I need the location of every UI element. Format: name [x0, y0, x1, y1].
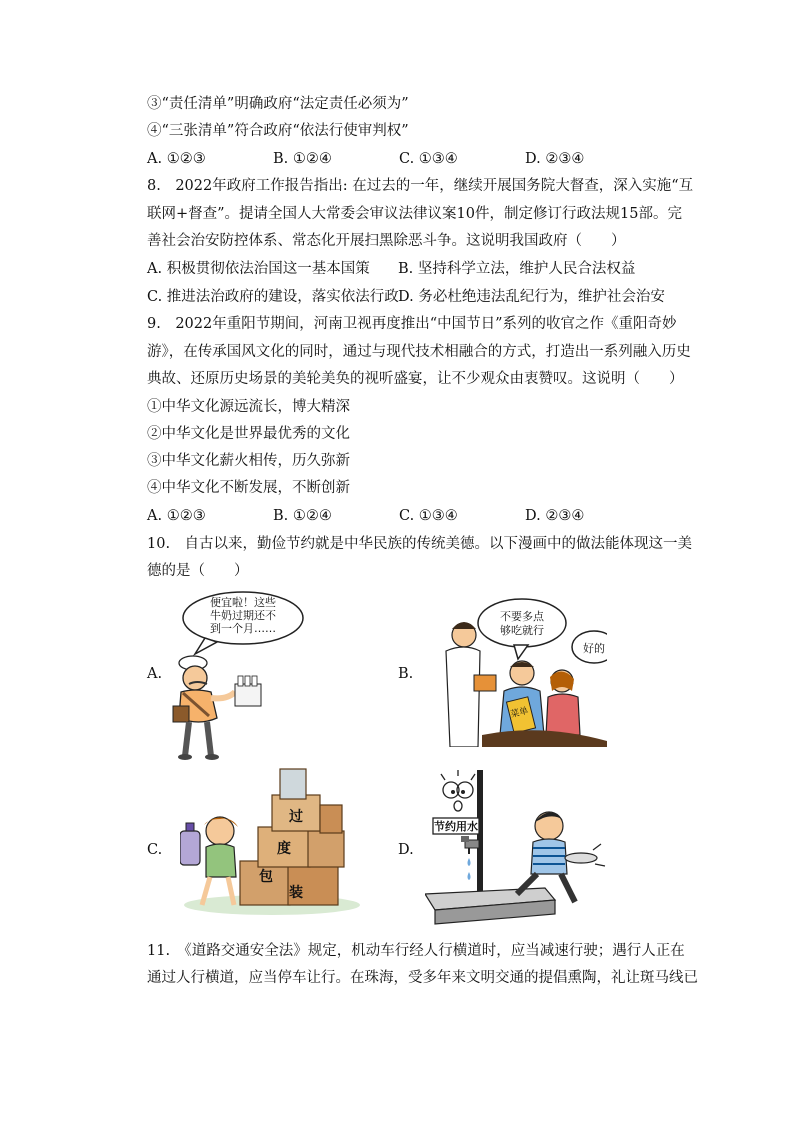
q11-stem-line-2: 通过人行横道，应当停车让行。在珠海，受多年来文明交通的提倡熏陶，礼让斑马线已 [147, 970, 698, 986]
q9-item-4: ④中华文化不断发展，不断创新 [147, 480, 350, 496]
q10-stem-line-1: 10. 自古以来，勤俭节约就是中华民族的传统美德。以下漫画中的做法能体现这一美 [147, 536, 693, 552]
bubble-text: 够吃就行 [500, 624, 544, 637]
faucet-icon [461, 836, 479, 854]
q9-option-a: A. ①②③ [147, 508, 206, 524]
speech-bubble [478, 599, 566, 647]
q9-option-c: C. ①③④ [399, 508, 458, 524]
q9-item-1: ①中华文化源远流长，博大精深 [147, 399, 350, 415]
sign-text: 节约用水 [434, 820, 478, 833]
q9-option-b: B. ①②④ [273, 508, 332, 524]
menu-text: 菜单 [509, 706, 530, 721]
comic-a-milk-seller [165, 588, 315, 760]
q9-item-2: ②中华文化是世界最优秀的文化 [147, 426, 350, 442]
q8-stem-line-2: 联网+督查”。提请全国人大常委会审议法律议案10件，制定修订行政法规15部。完 [147, 206, 682, 222]
q8-stem-line-1: 8. 2022年政府工作报告指出: 在过去的一年，继续开展国务院大督查，深入实施“互 [147, 178, 694, 194]
q9-stem-line-3: 典故、还原历史场景的美轮美奂的视听盛宴，让不少观众由衷赞叹。这说明（ ） [147, 371, 684, 387]
bubble-text: 到一个月…… [210, 622, 276, 635]
comic-label-a: A. [147, 666, 163, 682]
bubble-text: 便宜啦！这些 [210, 596, 276, 609]
comic-b-restaurant-ordering [422, 595, 607, 747]
q7-option-c: C. ①③④ [399, 151, 458, 167]
box-text: 装 [289, 885, 303, 901]
box-text: 包 [259, 869, 273, 885]
q11-stem-line-1: 11. 《道路交通安全法》规定，机动车行经人行横道时，应当减速行驶；遇行人正在 [147, 943, 685, 959]
q8-stem-line-3: 善社会治安防控体系、常态化开展扫黑除恶斗争。这说明我国政府（ ） [147, 233, 626, 249]
bubble-text: 牛奶过期还不 [210, 609, 276, 622]
comic-label-b: B. [398, 666, 414, 682]
comic-d-save-water [425, 770, 610, 925]
q7-option-b: B. ①②④ [273, 151, 332, 167]
q7-option-d: D. ②③④ [525, 151, 585, 167]
q8-option-c: C. 推进法治政府的建设，落实依法行政 [147, 289, 399, 305]
q9-option-d: D. ②③④ [525, 508, 585, 524]
q10-stem-line-2: 德的是（ ） [147, 563, 249, 579]
box-text: 过 [289, 809, 303, 825]
bubble-text: 好的 [583, 642, 605, 655]
bowl-icon [565, 853, 597, 863]
comic-label-c: C. [147, 842, 163, 858]
q7-item-4: ④“三张清单”符合政府“依法行使审判权” [147, 123, 409, 139]
q8-option-a: A. 积极贯彻依法治国这一基本国策 [147, 261, 370, 277]
q7-item-3: ③“责任清单”明确政府“法定责任必须为” [147, 96, 409, 112]
box-text: 度 [277, 841, 291, 857]
q7-option-a: A. ①②③ [147, 151, 206, 167]
bottle-icon [180, 831, 200, 865]
q9-item-3: ③中华文化薪火相传，历久弥新 [147, 453, 350, 469]
comic-c-excessive-packaging [180, 765, 364, 917]
q9-stem-line-2: 游》，在传承国风文化的同时，通过与现代技术相融合的方式，打造出一系列融入历史 [147, 344, 691, 360]
q8-option-b: B. 坚持科学立法，维护人民合法权益 [398, 261, 636, 277]
comic-label-d: D. [398, 842, 414, 858]
q8-option-d: D. 务必杜绝违法乱纪行为，维护社会治安 [398, 289, 665, 305]
milk-bottles-icon [235, 676, 261, 706]
q9-stem-line-1: 9. 2022年重阳节期间，河南卫视再度推出“中国节日”系列的收官之作《重阳奇妙 [147, 316, 677, 332]
bubble-text: 不要多点 [500, 610, 544, 623]
